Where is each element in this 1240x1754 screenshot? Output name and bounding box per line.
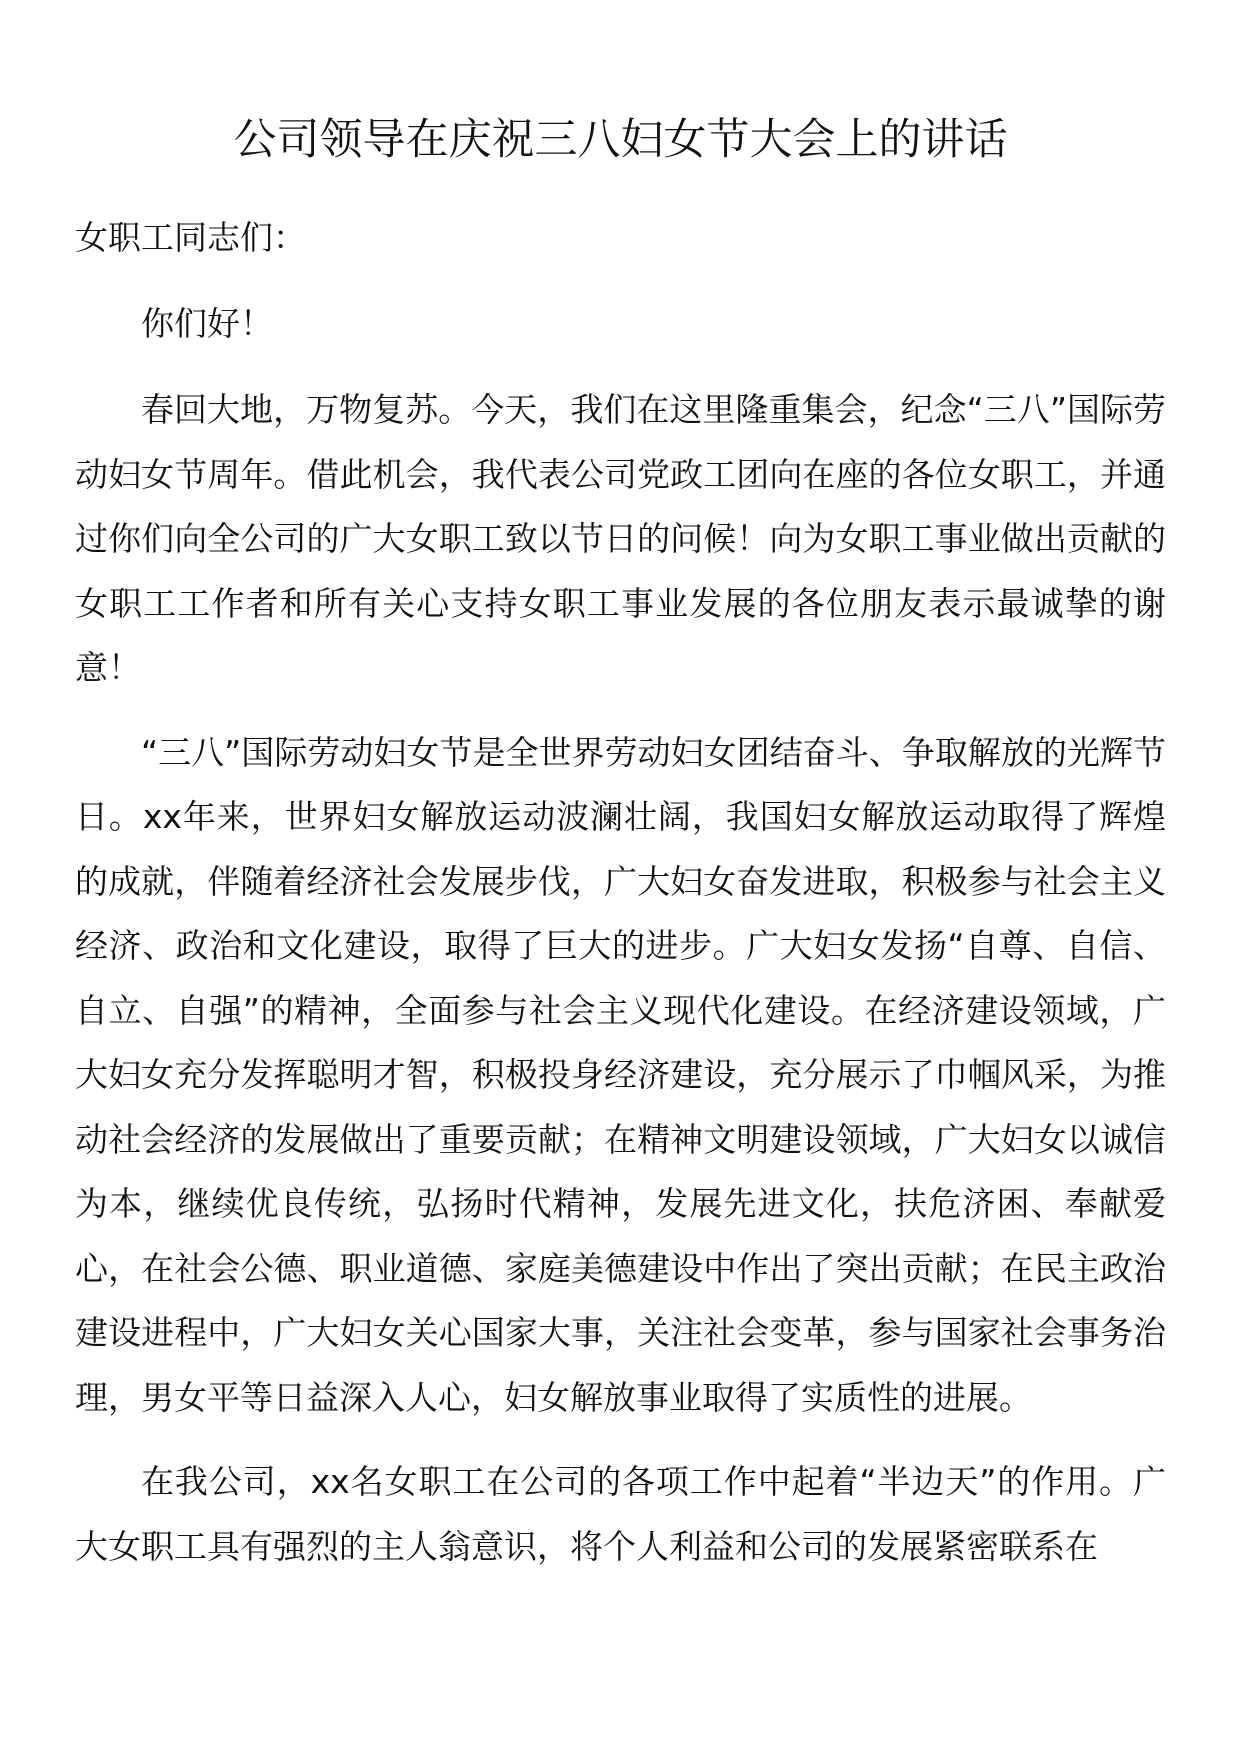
salutation: 女职工同志们：	[75, 218, 306, 257]
greeting-paragraph: 你们好！	[141, 303, 273, 343]
body-paragraph-1: 春回大地，万物复苏。今天，我们在这里隆重集会，纪念“三八”国际劳动妇女节周年。借此机会，我代表公司党政工团向在座的各位女职工，并通过你们向全公司的广大女职工致以节日的问候！向为女职工事业做出贡献的女职工工作者和所有关心支持女职工事业发展的各位朋友表示最诚挚的谢意！	[75, 390, 1166, 687]
document-title: 公司领导在庆祝三八妇女节大会上的讲话	[233, 115, 1008, 165]
body-paragraph-2: “三八”国际劳动妇女节是全世界劳动妇女团结奋斗、争取解放的光辉节日。xx年来，世界妇女解放运动波澜壮阔，我国妇女解放运动取得了辉煌的成就，伴随着经济社会发展步伐，广大妇女奋发进取，积极参与社会主义经济、政治和文化建设，取得了巨大的进步。广大妇女发扬“自尊、自信、自立、自强”的精神，全面参与社会主义现代化建设。在经济建设领域，广大妇女充分发挥聪明才智，积极投身经济建设，充分展示了巾帼风采，为推动社会经济的发展做出了重要贡献；在精神文明建设领域，广大妇女以诚信为本，继续优良传统，弘扬时代精神，发展先进文化，扶危济困、奉献爱心，在社会公德、职业道德、家庭美德建设中作出了突出贡献；在民主政治建设进程中，广大妇女关心国家大事，关注社会变革，参与国家社会事务治理，男女平等日益深入人心，妇女解放事业取得了实质性的进展。	[75, 732, 1166, 1417]
body-paragraph-3: 在我公司，xx名女职工在公司的各项工作中起着“半边天”的作用。广大女职工具有强烈的主人翁意识，将个人利益和公司的发展紧密联系在	[75, 1462, 1166, 1566]
